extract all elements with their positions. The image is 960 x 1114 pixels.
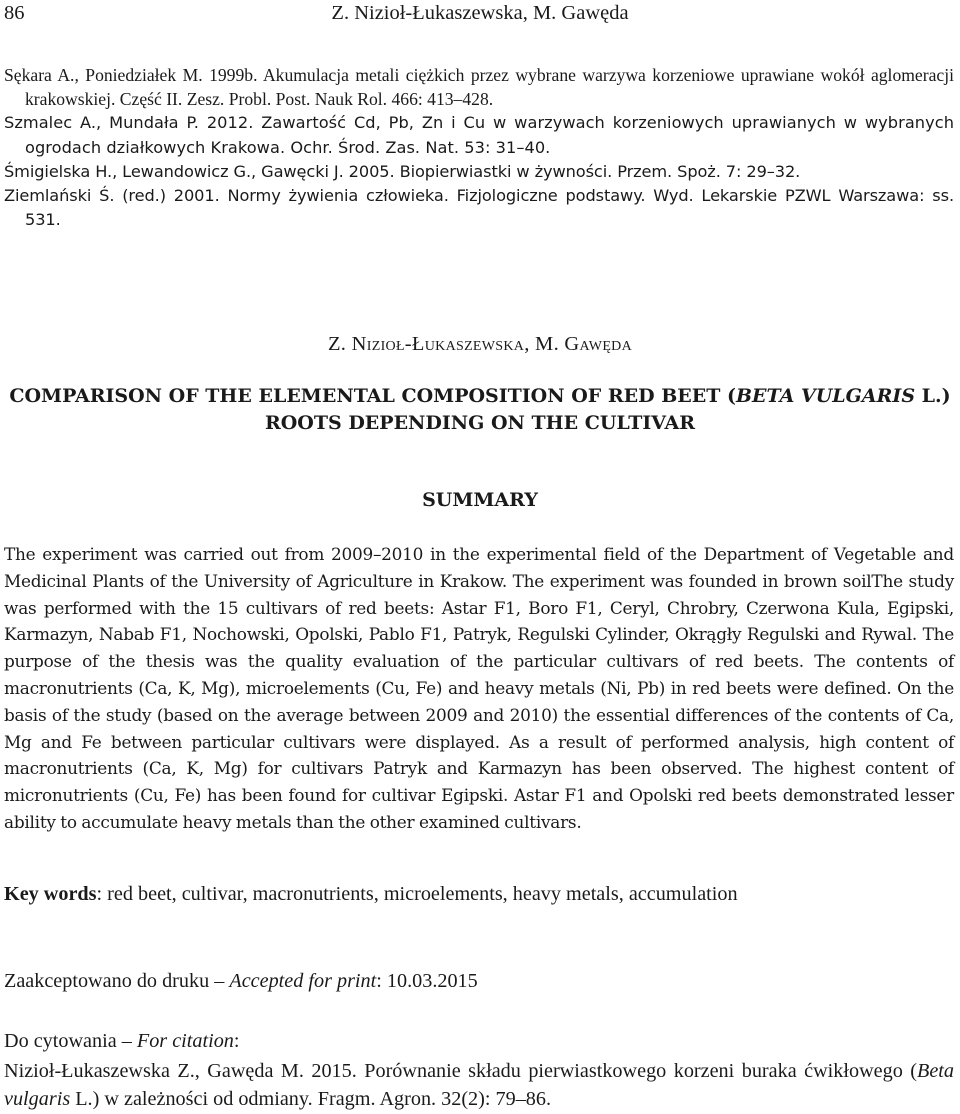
- accepted-date: : 10.03.2015: [376, 970, 478, 992]
- citation-text-before: Nizioł-Łukaszewska Z., Gawęda M. 2015. Porównanie składu pierwiastkowego korzeni buraka ćwikłowego (: [4, 1060, 917, 1082]
- reference-item: Szmalec A., Mundała P. 2012. Zawartość Cd, Pb, Zn i Cu w warzywach korzeniowych uprawianych w wybranych ogrodach działkowych Krakowa. Ochr. Środ. Zas. Nat. 53: 31–40.: [4, 113, 954, 157]
- citation-text-after: L.) w zależności od odmiany. Fragm. Agron. 32(2): 79–86.: [70, 1088, 552, 1111]
- reference-item: Sękara A., Poniedziałek M. 1999b. Akumulacja metali ciężkich przez wybrane warzywa korzeniowe uprawiane wokół aglomeracji krakowskiej. Część II. Zesz. Probl. Post. Nauk Rol. 466: 413–428.: [4, 65, 954, 110]
- accepted-line: [4, 970, 954, 993]
- summary-paragraph: The experiment was carried out from 2009–2010 in the experimental field of the Department of Vegetable and Medicinal Plants of the University of Agriculture in Krakow. The experiment was founded in brown soilThe study was performed with the 15 cultivars of red beets: Astar F1, Boro F1, Ceryl, Chrobry, Czerwona Kula, Egipski, Karmazyn, Nabab F1, Nochowski, Opolski, Pablo F1, Patryk, Regulski Cylinder, Okrągły Regulski and Rywal. The purpose of the thesis was the quality evaluation of the particular cultivars of red beets. The contents of macronutrients (Ca, K, Mg), microelements (Cu, Fe) and heavy metals (Ni, Pb) in red beets were defined. On the basis of the study (based on the average between 2009 and 2010) the essential differences of the contents of Ca, Mg and Fe between particular cultivars were displayed. As a result of performed analysis, high content of macronutrients (Ca, K, Mg) for cultivars Patryk and Karmazyn has been observed. The highest content of micronutrients (Cu, Fe) has been found for cultivar Egipski. Astar F1 and Opolski red beets demonstrated lesser ability to accumulate heavy metals than the other examined cultivars.: [4, 544, 954, 832]
- citation-label: [4, 1030, 954, 1053]
- accepted-label-en: Accepted for print: [229, 970, 377, 992]
- citation-species-italic: Beta vulgaris: [4, 1060, 954, 1111]
- reference-item: Śmigielska H., Lewandowicz G., Gawęcki J. 2005. Biopierwiastki w żywności. Przem. Spoż. 7: 29–32.: [4, 161, 801, 181]
- title-text: L.): [915, 385, 951, 407]
- accepted-dash: –: [209, 970, 230, 992]
- running-head-authors: Z. Nizioł-Łukaszewska, M. Gawęda: [331, 2, 629, 24]
- english-title-line-1: [0, 383, 960, 410]
- citation-text: [4, 1057, 954, 1113]
- english-title-line-2: ROOTS DEPENDING ON THE CULTIVAR: [264, 412, 696, 434]
- running-head: [4, 2, 956, 30]
- english-authors-text: Z. Nizioł-Łukaszewska, M. Gawęda: [327, 333, 632, 355]
- citation-label-en: For citation: [136, 1030, 234, 1052]
- keywords-line: [4, 883, 954, 906]
- citation-label-pl: Do cytowania: [4, 1030, 117, 1052]
- summary-heading: SUMMARY: [422, 489, 538, 511]
- keywords-label: Key words: [4, 883, 97, 905]
- title-text: COMPARISON OF THE ELEMENTAL COMPOSITION OF RED BEET (: [9, 385, 736, 407]
- reference-item: Ziemlański Ś. (red.) 2001. Normy żywienia człowieka. Fizjologiczne podstawy. Wyd. Lekarskie PZWL Warszawa: ss. 531.: [4, 186, 954, 230]
- english-title: [0, 383, 960, 437]
- page-number: 86: [4, 2, 25, 24]
- title-species-italic: BETA VULGARIS: [736, 385, 916, 407]
- keywords-text: : red beet, cultivar, macronutrients, microelements, heavy metals, accumulation: [96, 883, 738, 905]
- reference-list: [4, 63, 954, 232]
- citation-dash: –: [116, 1030, 137, 1052]
- accepted-label-pl: Zaakceptowano do druku: [4, 970, 210, 992]
- english-authors: [0, 333, 960, 356]
- citation-colon: :: [233, 1030, 240, 1052]
